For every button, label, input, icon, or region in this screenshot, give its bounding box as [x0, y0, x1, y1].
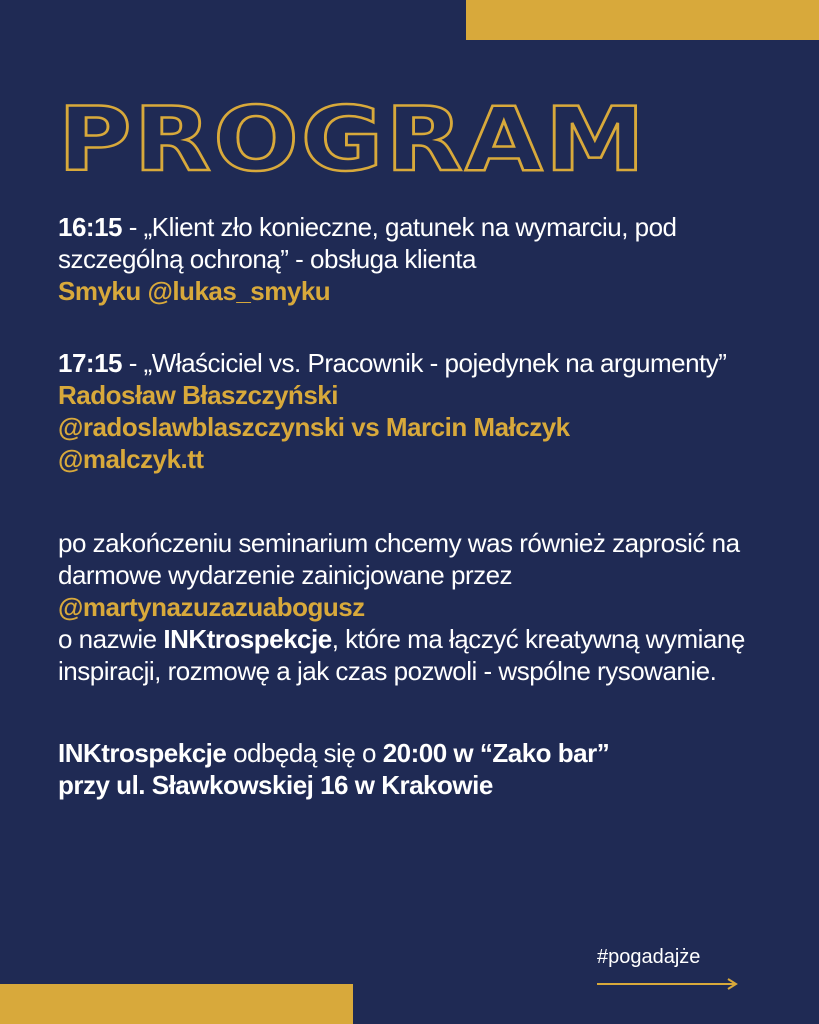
event-details: [58, 737, 778, 769]
invite-description-text: , które ma łączyć kreatywną wymianę inspiracji, rozmowę a jak czas pozwoli - wspólne rysowanie.: [58, 624, 745, 686]
event-address: przy ul. Sławkowskiej 16 w Krakowie: [58, 770, 493, 800]
program-content: [58, 211, 778, 801]
session-topic: „Właściciel vs. Pracownik - pojedynek na argumenty”: [143, 348, 727, 378]
session-separator: -: [122, 212, 144, 242]
hashtag: #pogadajże: [597, 946, 701, 968]
arrow-right-icon: [597, 977, 739, 991]
invite-event-name: INKtrospekcje: [163, 624, 332, 654]
session-time: 16:15: [58, 212, 122, 242]
details-time-place: 20:00 w “Zako bar”: [382, 738, 610, 768]
invite-description: [58, 623, 778, 687]
invite-handle: @martynazuzazuabogusz: [58, 592, 365, 622]
top-accent-bar: [466, 0, 819, 40]
session-speaker: Smyku @lukas_smyku: [58, 276, 331, 306]
session-2: [58, 347, 778, 379]
details-event-name: INKtrospekcje: [58, 738, 227, 768]
invite-intro: po zakończeniu seminarium chcemy was również zaprosić na darmowe wydarzenie zainicjowane przez: [58, 528, 740, 590]
invite-name-prefix: o nazwie: [58, 624, 164, 654]
bottom-accent-bar: [0, 984, 353, 1024]
session-speaker: @radoslawblaszczynski vs Marcin Małczyk: [58, 412, 570, 442]
page-title: PROGRAM: [58, 88, 648, 191]
session-time: 17:15: [58, 348, 122, 378]
session-speaker: @malczyk.tt: [58, 444, 204, 474]
session-topic: „Klient zło konieczne, gatunek na wymarciu, pod szczególną ochroną” - obsługa klienta: [58, 212, 677, 274]
details-mid-text: odbędą się o: [226, 738, 383, 768]
session-separator: -: [122, 348, 144, 378]
session-speaker: Radosław Błaszczyński: [58, 380, 338, 410]
session-1: [58, 211, 778, 275]
